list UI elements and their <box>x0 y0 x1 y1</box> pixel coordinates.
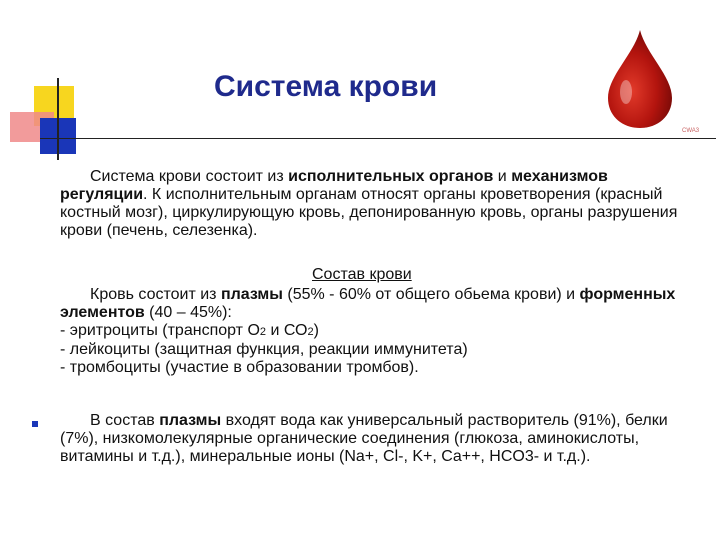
composition-paragraph <box>60 286 690 377</box>
list-item-leukocytes: - лейкоциты (защитная функция, реакции иммунитета) <box>60 341 468 358</box>
list-item-platelets: - тромбоциты (участие в образовании тромбов). <box>60 359 419 376</box>
composition-intro: Кровь состоит из плазмы (55% - 60% от общего обьема крови) и форменных элементов (40 – 45%): <box>60 286 676 321</box>
blood-drop-icon <box>604 28 676 130</box>
plasma-paragraph: В состав плазмы входят вода как универсальный растворитель (91%), белки (7%), низкомолекулярные органические соединения (глюкоза, аминокислоты, витамины и т.д.), минеральные ионы (Na+, Cl-, K+, Ca++, HCO3- и т.д.). <box>60 412 668 465</box>
slide-title: Система крови <box>214 70 438 103</box>
section-heading: Состав крови <box>312 266 412 283</box>
list-item-erythrocytes: - эритроциты (транспорт О2 и СО2) <box>60 322 319 339</box>
watermark-mark: CWA3 <box>682 128 700 134</box>
header-divider-line <box>40 138 716 139</box>
decor-vertical-line <box>57 78 59 160</box>
bullet-square-icon <box>32 421 38 427</box>
intro-paragraph: Система крови состоит из исполнительных органов и механизмов регуляции. К исполнительным органам относят органы кроветворения (красный костный мозг), циркулирующую кровь, депонированную кровь, органы разрушения крови (печень, селезенка). <box>60 168 678 239</box>
